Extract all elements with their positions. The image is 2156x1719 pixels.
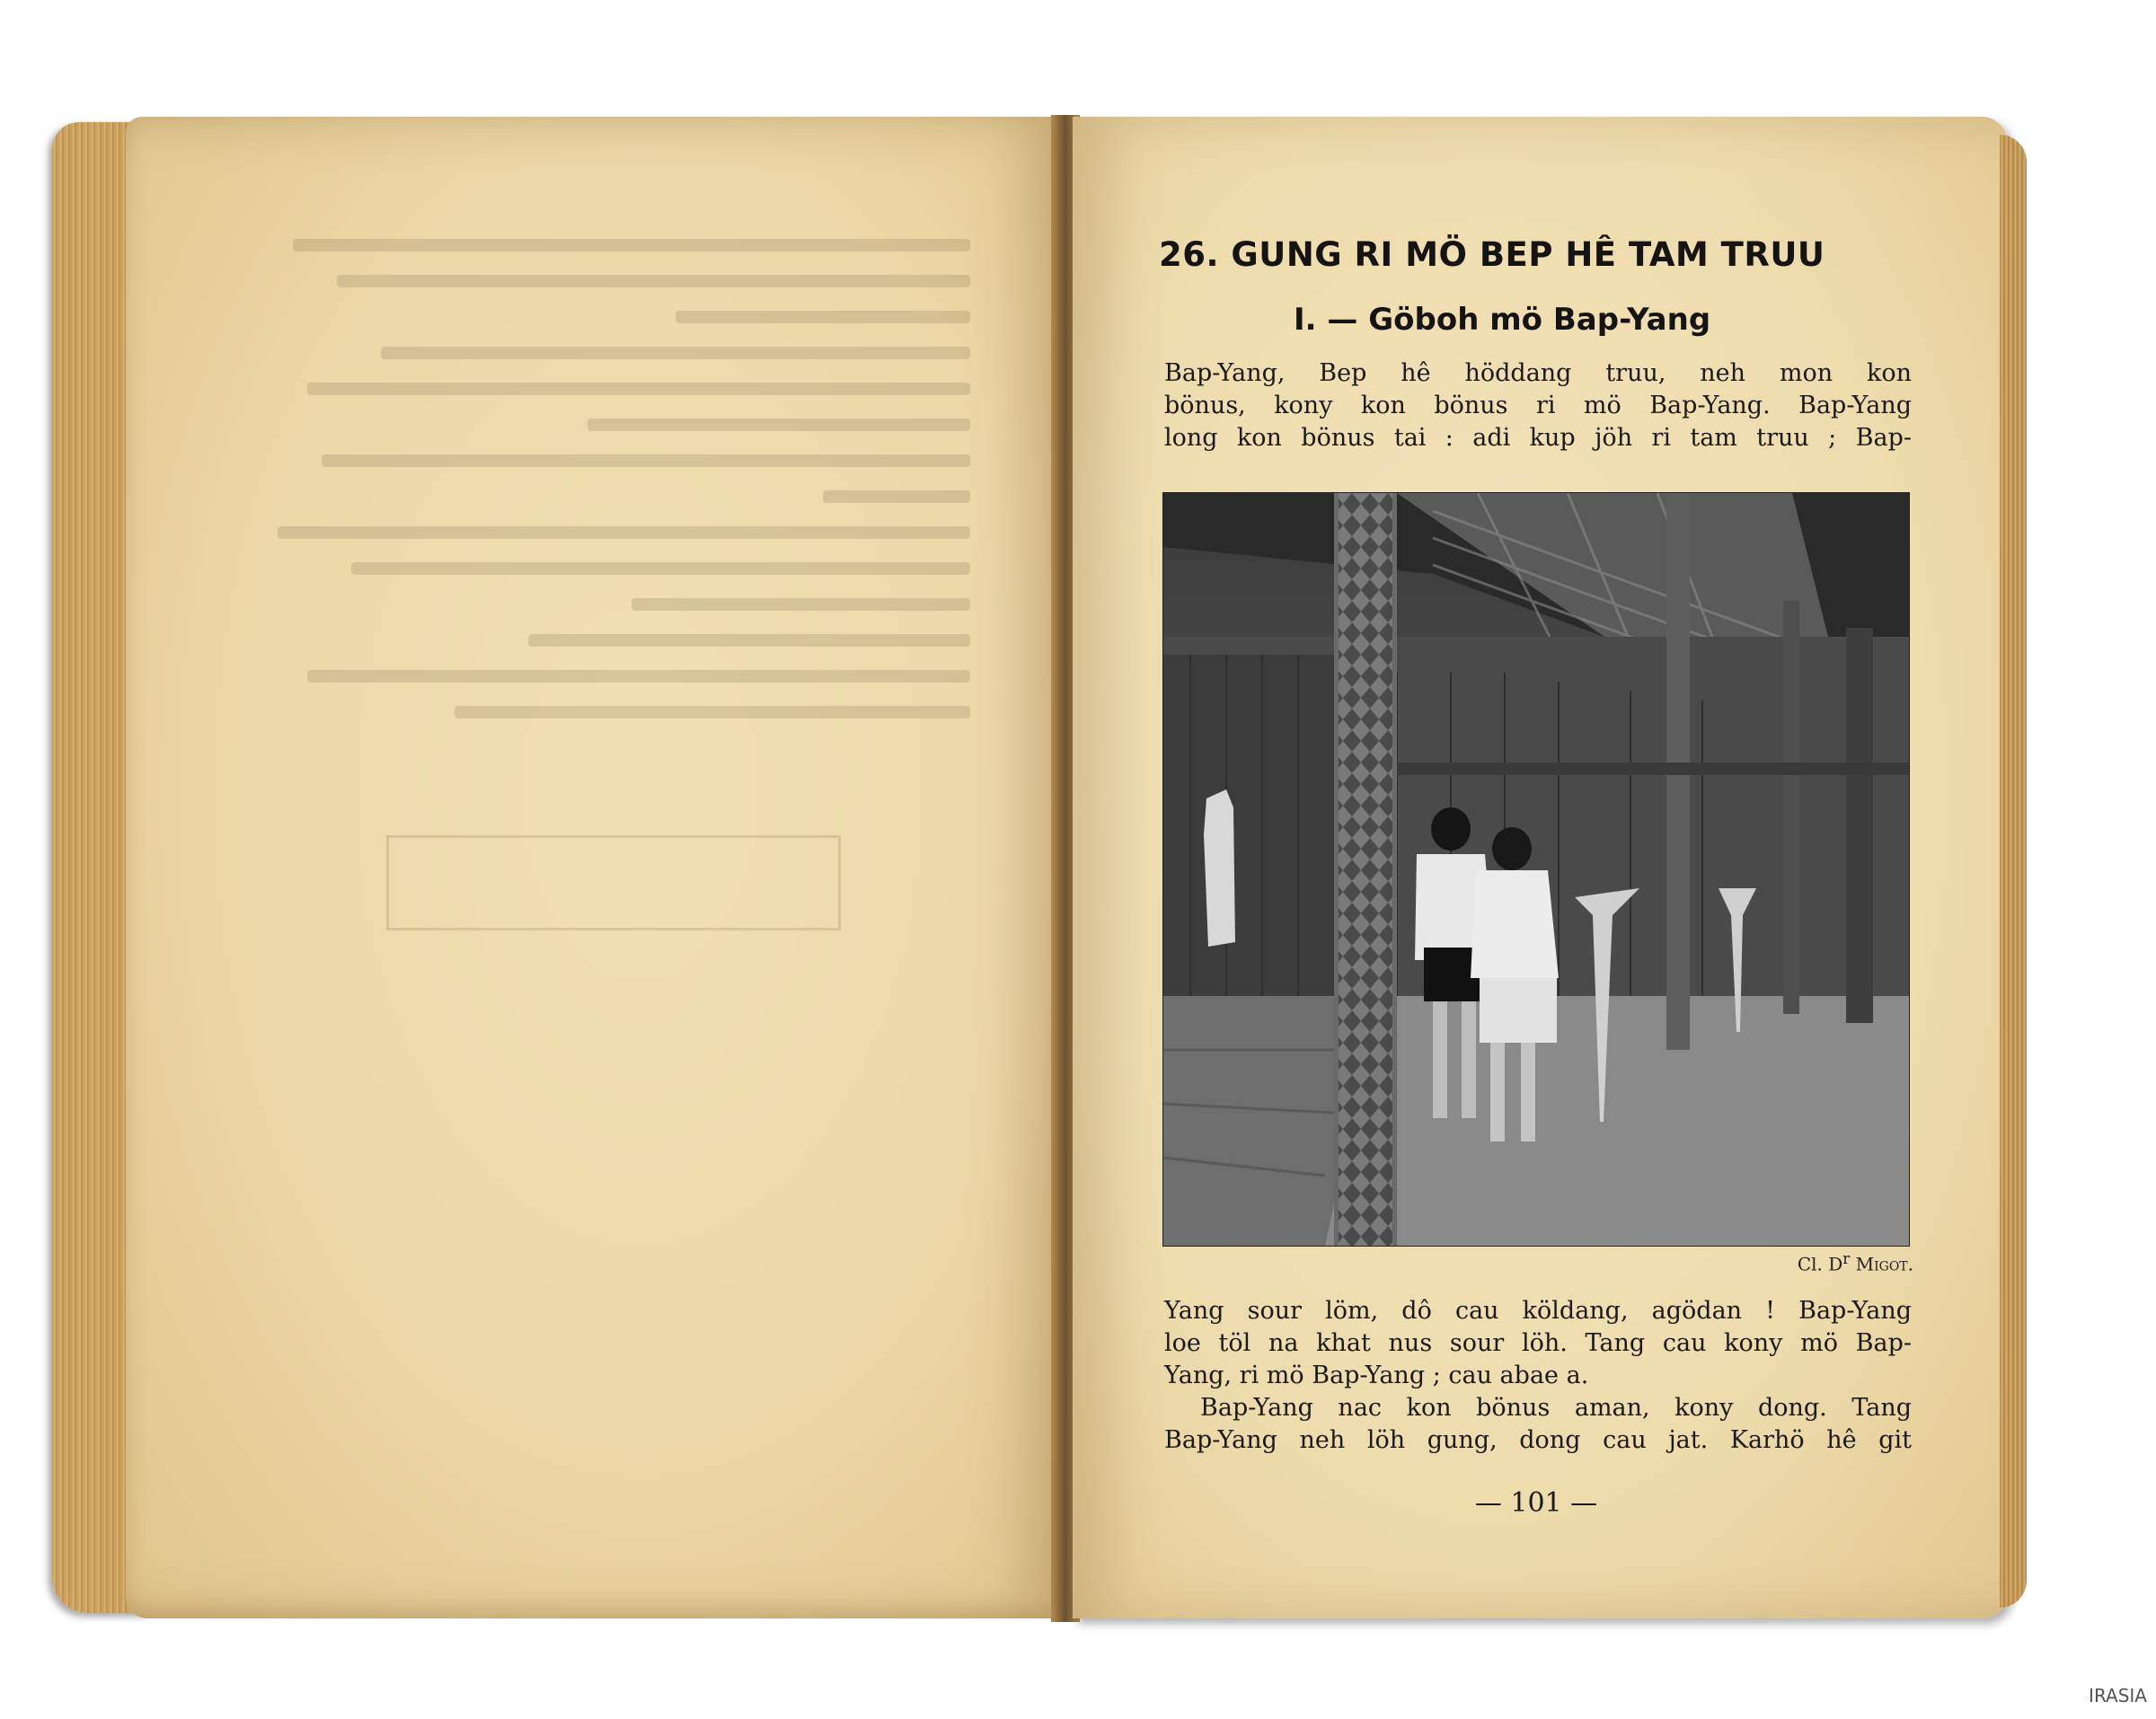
paragraph-2-line: Yang, ri mö Bap-Yang ; cau abae a. [1164, 1362, 1589, 1389]
watermark-label: IRASIA [2089, 1685, 2147, 1706]
longhouse-photo [1162, 492, 1910, 1247]
page-edges-right [2000, 135, 2027, 1608]
paragraph-2-line: Bap-Yang neh löh gung, dong cau jat. Karhö hê git [1164, 1426, 1912, 1454]
page-number: — 101 — [1474, 1487, 1598, 1519]
bleed-through-box [386, 835, 841, 930]
paragraph-2-line: Bap-Yang nac kon bönus aman, kony dong. Tang [1200, 1394, 1912, 1422]
section-title: I. — Göboh mö Bap-Yang [1294, 302, 1711, 338]
paragraph-2 [1164, 1295, 1912, 1457]
paragraph-1-line: long kon bönus tai : adi kup jöh ri tam truu ; Bap- [1164, 424, 1912, 452]
paragraph-2-line: loe töl na khat nus sour löh. Tang cau kony mö Bap- [1164, 1329, 1912, 1357]
chapter-title: 26. GUNG RI MÖ BEP HÊ TAM TRUU [1159, 235, 1825, 274]
bleed-through-text [234, 216, 970, 742]
paragraph-1-line: Bap-Yang, Bep hê höddang truu, neh mon kon [1164, 359, 1912, 387]
photo-credit: Cl. $D^r$ Migot. [1797, 1250, 1913, 1275]
paragraph-2-line: Yang sour löm, dô cau köldang, agödan ! Bap-Yang [1164, 1297, 1912, 1325]
paragraph-1-line: bönus, kony kon bönus ri mö Bap-Yang. Bap-Yang [1164, 392, 1912, 419]
paragraph-1 [1164, 357, 1912, 454]
